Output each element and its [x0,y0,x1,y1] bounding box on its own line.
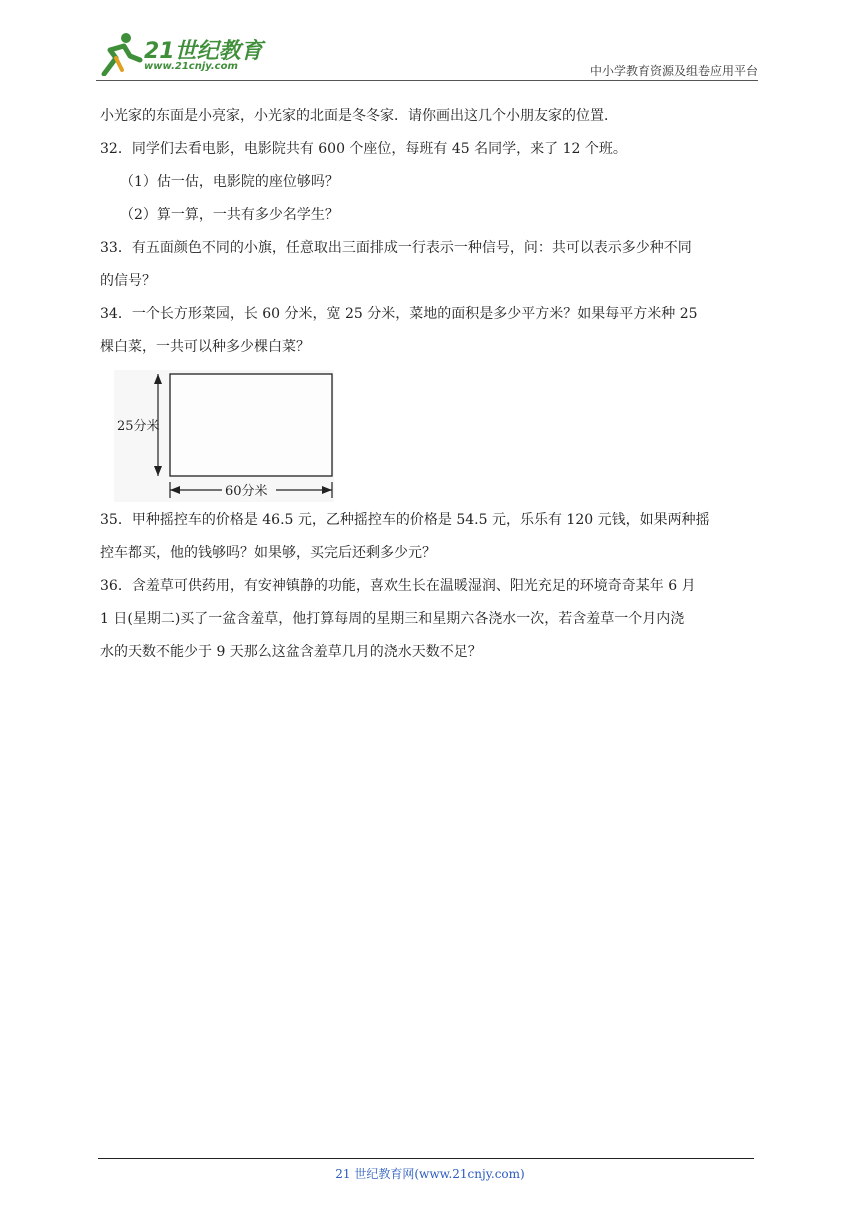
platform-name: 中小学教育资源及组卷应用平台 [589,64,758,78]
q34-line1: 34．一个长方形菜园，长 60 分米，宽 25 分米，菜地的面积是多少平方米？如果每平方米种 25 [100,306,698,322]
footer-divider [98,1158,754,1159]
runner-logo-icon [96,30,144,76]
logo-text: 21世纪教育 [144,39,263,64]
header-divider [96,80,758,81]
q32-part1: （1）估一估，电影院的座位够吗？ [120,174,339,190]
q34-line2: 棵白菜，一共可以种多少棵白菜？ [100,339,310,355]
length-label: 60分米 [225,484,268,499]
rectangle-shape [170,374,332,476]
q35-line1: 35．甲种摇控车的价格是 46.5 元，乙种摇控车的价格是 54.5 元，乐乐有 120 元钱，如果两种摇 [100,512,710,528]
q36-line1: 36．含羞草可供药用，有安神镇静的功能，喜欢生长在温暖湿润、阳光充足的环境奇奇某年 6 月 [100,578,696,594]
logo [96,30,266,78]
question-body [100,100,760,669]
logo-url: www.21cnjy.com [144,61,238,72]
garden-rectangle-figure [114,370,334,502]
q36-line2: 1 日(星期二)买了一盆含羞草，他打算每周的星期三和星期六各浇水一次，若含羞草一个月内浇 [100,611,685,627]
rectangle-diagram [114,370,334,502]
footer-link[interactable]: 21 世纪教育网(www.21cnjy.com) [335,1167,525,1181]
q36-line3: 水的天数不能少于 9 天那么这盆含羞草几月的浇水天数不足？ [100,644,482,660]
q33-line1: 33．有五面颜色不同的小旗，任意取出三面排成一行表示一种信号，问：共可以表示多少种不同 [100,240,692,256]
q32: 32．同学们去看电影，电影院共有 600 个座位，每班有 45 名同学，来了 12 个班。 [100,141,627,157]
page-header [96,30,758,80]
q31-tail: 小光家的东面是小亮家，小光家的北面是冬冬家．请你画出这几个小朋友家的位置． [100,108,618,124]
q32-part2: （2）算一算，一共有多少名学生？ [120,207,339,223]
q35-line2: 控车都买，他的钱够吗？如果够，买完后还剩多少元？ [100,545,436,561]
q33-line2: 的信号？ [100,273,156,289]
width-label: 25分米 [117,419,160,434]
